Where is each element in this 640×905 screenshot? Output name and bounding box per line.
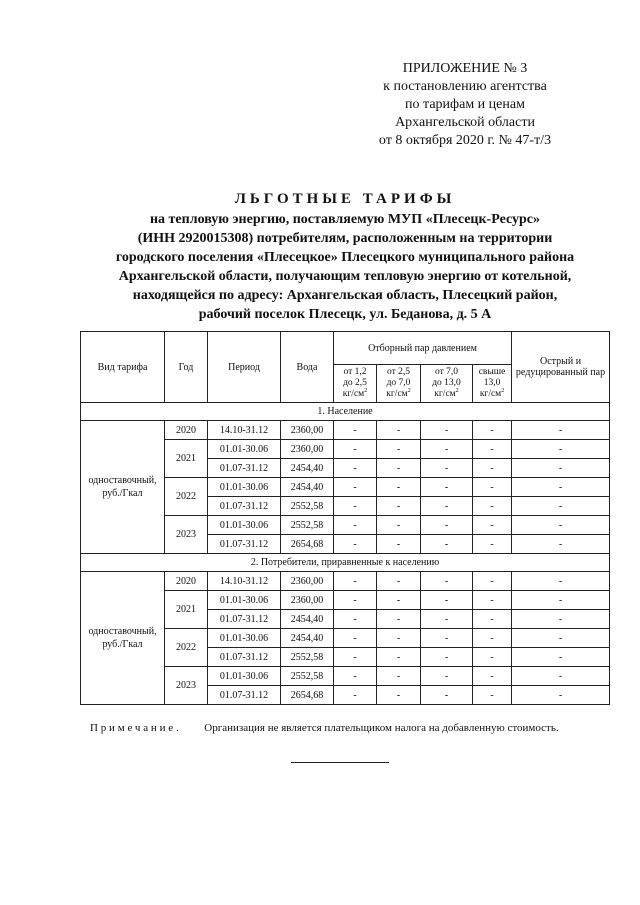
sharp-steam-cell: - xyxy=(512,572,610,591)
steam-value-cell: - xyxy=(473,478,512,497)
period-cell: 01.07-31.12 xyxy=(208,459,281,478)
steam-value-cell: - xyxy=(377,459,421,478)
note-text: Организация не является плательщиком налога на добавленную стоимость. xyxy=(204,722,559,734)
steam-value-cell: - xyxy=(334,610,377,629)
steam-value-cell: - xyxy=(334,629,377,648)
sharp-steam-cell: - xyxy=(512,667,610,686)
steam-value-cell: - xyxy=(473,440,512,459)
steam-col-line2: до 2,5 xyxy=(343,378,367,388)
closing-rule xyxy=(291,762,389,763)
steam-value-cell: - xyxy=(334,572,377,591)
steam-col-line2: до 13,0 xyxy=(432,378,461,388)
steam-value-cell: - xyxy=(334,478,377,497)
steam-col-line1: от 2,5 xyxy=(386,367,411,377)
year-cell: 2021 xyxy=(165,591,208,629)
appendix-line: от 8 октября 2020 г. № 47-т/3 xyxy=(378,133,552,148)
year-cell: 2020 xyxy=(165,572,208,591)
title-line: Архангельской области, получающим тепловую энергию от котельной, xyxy=(118,269,572,284)
water-cell: 2360,00 xyxy=(281,591,334,610)
appendix-line: ПРИЛОЖЕНИЕ № 3 xyxy=(402,61,528,76)
water-cell: 2360,00 xyxy=(281,572,334,591)
title-line: рабочий поселок Плесецк, ул. Беданова, д. 5 А xyxy=(198,307,492,322)
unit-exponent: 2 xyxy=(407,387,411,394)
steam-col-line2: до 7,0 xyxy=(386,378,411,388)
tariff-type-cell: одноставочный, руб./Гкал xyxy=(81,572,165,705)
steam-value-cell: - xyxy=(334,516,377,535)
steam-value-cell: - xyxy=(377,421,421,440)
water-cell: 2360,00 xyxy=(281,440,334,459)
period-cell: 01.01-30.06 xyxy=(208,667,281,686)
appendix-header xyxy=(340,60,590,150)
header-period: Период xyxy=(208,332,281,403)
steam-value-cell: - xyxy=(473,516,512,535)
steam-value-cell: - xyxy=(421,535,473,554)
steam-value-cell: - xyxy=(421,591,473,610)
steam-value-cell: - xyxy=(334,648,377,667)
period-cell: 01.01-30.06 xyxy=(208,591,281,610)
period-cell: 01.01-30.06 xyxy=(208,478,281,497)
steam-value-cell: - xyxy=(421,440,473,459)
steam-value-cell: - xyxy=(473,421,512,440)
steam-value-cell: - xyxy=(377,440,421,459)
year-cell: 2023 xyxy=(165,516,208,554)
year-cell: 2020 xyxy=(165,421,208,440)
period-cell: 01.01-30.06 xyxy=(208,440,281,459)
appendix-line: к постановлению агентства xyxy=(383,79,547,94)
header-tariff-type: Вид тарифа xyxy=(81,332,165,403)
steam-col-line1: свыше xyxy=(478,367,506,377)
year-cell: 2022 xyxy=(165,478,208,516)
steam-value-cell: - xyxy=(377,591,421,610)
water-cell: 2454,40 xyxy=(281,459,334,478)
steam-value-cell: - xyxy=(377,648,421,667)
sharp-steam-cell: - xyxy=(512,629,610,648)
section-title: 2. Потребители, приравненные к населению xyxy=(81,554,610,572)
water-cell: 2454,40 xyxy=(281,610,334,629)
unit-text: кг/см xyxy=(342,389,365,399)
steam-col-line2: 13,0 xyxy=(483,378,501,388)
water-cell: 2552,58 xyxy=(281,667,334,686)
title-line: городского поселения «Плесецкое» Плесецкого муниципального района xyxy=(115,250,575,265)
period-cell: 01.07-31.12 xyxy=(208,648,281,667)
appendix-line: Архангельской области xyxy=(395,115,535,130)
title-line: на тепловую энергию, поставляемую МУП «Плесецк-Ресурс» xyxy=(149,212,540,227)
sharp-steam-cell: - xyxy=(512,478,610,497)
steam-value-cell: - xyxy=(377,478,421,497)
header-water: Вода xyxy=(281,332,334,403)
appendix-line: по тарифам и ценам xyxy=(405,97,525,112)
table-row xyxy=(81,572,610,591)
steam-value-cell: - xyxy=(377,572,421,591)
steam-value-cell: - xyxy=(334,440,377,459)
sharp-steam-cell: - xyxy=(512,421,610,440)
steam-value-cell: - xyxy=(473,459,512,478)
section-title: 1. Население xyxy=(81,403,610,421)
water-cell: 2360,00 xyxy=(281,421,334,440)
year-cell: 2021 xyxy=(165,440,208,478)
steam-value-cell: - xyxy=(377,516,421,535)
steam-value-cell: - xyxy=(473,497,512,516)
steam-value-cell: - xyxy=(473,686,512,705)
water-cell: 2654,68 xyxy=(281,535,334,554)
steam-value-cell: - xyxy=(334,667,377,686)
sharp-steam-cell: - xyxy=(512,535,610,554)
period-cell: 14.10-31.12 xyxy=(208,572,281,591)
steam-value-cell: - xyxy=(421,572,473,591)
steam-value-cell: - xyxy=(421,629,473,648)
steam-value-cell: - xyxy=(473,591,512,610)
steam-value-cell: - xyxy=(421,610,473,629)
year-cell: 2022 xyxy=(165,629,208,667)
water-cell: 2454,40 xyxy=(281,629,334,648)
steam-col-unit xyxy=(379,389,418,400)
steam-value-cell: - xyxy=(334,686,377,705)
steam-value-cell: - xyxy=(473,535,512,554)
steam-value-cell: - xyxy=(334,497,377,516)
section-row xyxy=(81,554,610,572)
document-title xyxy=(60,190,630,324)
unit-exponent: 2 xyxy=(501,387,505,394)
steam-value-cell: - xyxy=(473,610,512,629)
steam-value-cell: - xyxy=(377,610,421,629)
steam-col-line1: от 7,0 xyxy=(434,367,459,377)
period-cell: 01.07-31.12 xyxy=(208,610,281,629)
steam-col-line1: от 1,2 xyxy=(343,367,367,377)
period-cell: 01.07-31.12 xyxy=(208,686,281,705)
tariffs-table xyxy=(80,331,610,705)
sharp-steam-cell: - xyxy=(512,610,610,629)
steam-value-cell: - xyxy=(473,667,512,686)
period-cell: 14.10-31.12 xyxy=(208,421,281,440)
header-steam-col xyxy=(334,365,377,403)
steam-col-unit xyxy=(336,389,374,400)
header-steam: Отборный пар давлением xyxy=(334,332,512,365)
steam-value-cell: - xyxy=(473,572,512,591)
steam-value-cell: - xyxy=(334,535,377,554)
note-label: Примечание. xyxy=(90,722,182,734)
header-steam-col xyxy=(377,365,421,403)
steam-value-cell: - xyxy=(377,629,421,648)
steam-col-unit xyxy=(475,389,509,400)
steam-value-cell: - xyxy=(421,667,473,686)
steam-value-cell: - xyxy=(334,421,377,440)
steam-value-cell: - xyxy=(377,667,421,686)
period-cell: 01.01-30.06 xyxy=(208,516,281,535)
sharp-steam-cell: - xyxy=(512,440,610,459)
water-cell: 2454,40 xyxy=(281,478,334,497)
period-cell: 01.07-31.12 xyxy=(208,497,281,516)
unit-text: кг/см xyxy=(434,389,456,399)
table-row xyxy=(81,421,610,440)
section-row xyxy=(81,403,610,421)
year-cell: 2023 xyxy=(165,667,208,705)
header-sharp-steam: Острый и редуцированный пар xyxy=(512,332,610,403)
steam-col-unit xyxy=(423,389,470,400)
unit-exponent: 2 xyxy=(364,387,368,394)
water-cell: 2552,58 xyxy=(281,497,334,516)
water-cell: 2552,58 xyxy=(281,516,334,535)
tariff-type-cell: одноставочный, руб./Гкал xyxy=(81,421,165,554)
water-cell: 2654,68 xyxy=(281,686,334,705)
unit-exponent: 2 xyxy=(455,387,459,394)
note xyxy=(90,722,559,734)
steam-value-cell: - xyxy=(421,686,473,705)
sharp-steam-cell: - xyxy=(512,516,610,535)
steam-value-cell: - xyxy=(473,629,512,648)
steam-value-cell: - xyxy=(421,478,473,497)
steam-value-cell: - xyxy=(421,459,473,478)
header-steam-col xyxy=(421,365,473,403)
sharp-steam-cell: - xyxy=(512,497,610,516)
sharp-steam-cell: - xyxy=(512,686,610,705)
sharp-steam-cell: - xyxy=(512,591,610,610)
steam-value-cell: - xyxy=(334,459,377,478)
unit-text: кг/см xyxy=(386,389,408,399)
period-cell: 01.01-30.06 xyxy=(208,629,281,648)
period-cell: 01.07-31.12 xyxy=(208,535,281,554)
steam-value-cell: - xyxy=(377,535,421,554)
title-line: находящейся по адресу: Архангельская область, Плесецкий район, xyxy=(132,288,558,303)
steam-value-cell: - xyxy=(421,516,473,535)
unit-text: кг/см xyxy=(479,389,502,399)
header-year: Год xyxy=(165,332,208,403)
steam-value-cell: - xyxy=(421,497,473,516)
steam-value-cell: - xyxy=(377,686,421,705)
steam-value-cell: - xyxy=(421,648,473,667)
sharp-steam-cell: - xyxy=(512,459,610,478)
title-main: ЛЬГОТНЫЕ ТАРИФЫ xyxy=(234,191,456,207)
steam-value-cell: - xyxy=(377,497,421,516)
steam-value-cell: - xyxy=(421,421,473,440)
sharp-steam-cell: - xyxy=(512,648,610,667)
title-line: (ИНН 2920015308) потребителям, расположенным на территории xyxy=(137,231,553,246)
steam-value-cell: - xyxy=(473,648,512,667)
header-steam-col xyxy=(473,365,512,403)
steam-value-cell: - xyxy=(334,591,377,610)
water-cell: 2552,58 xyxy=(281,648,334,667)
